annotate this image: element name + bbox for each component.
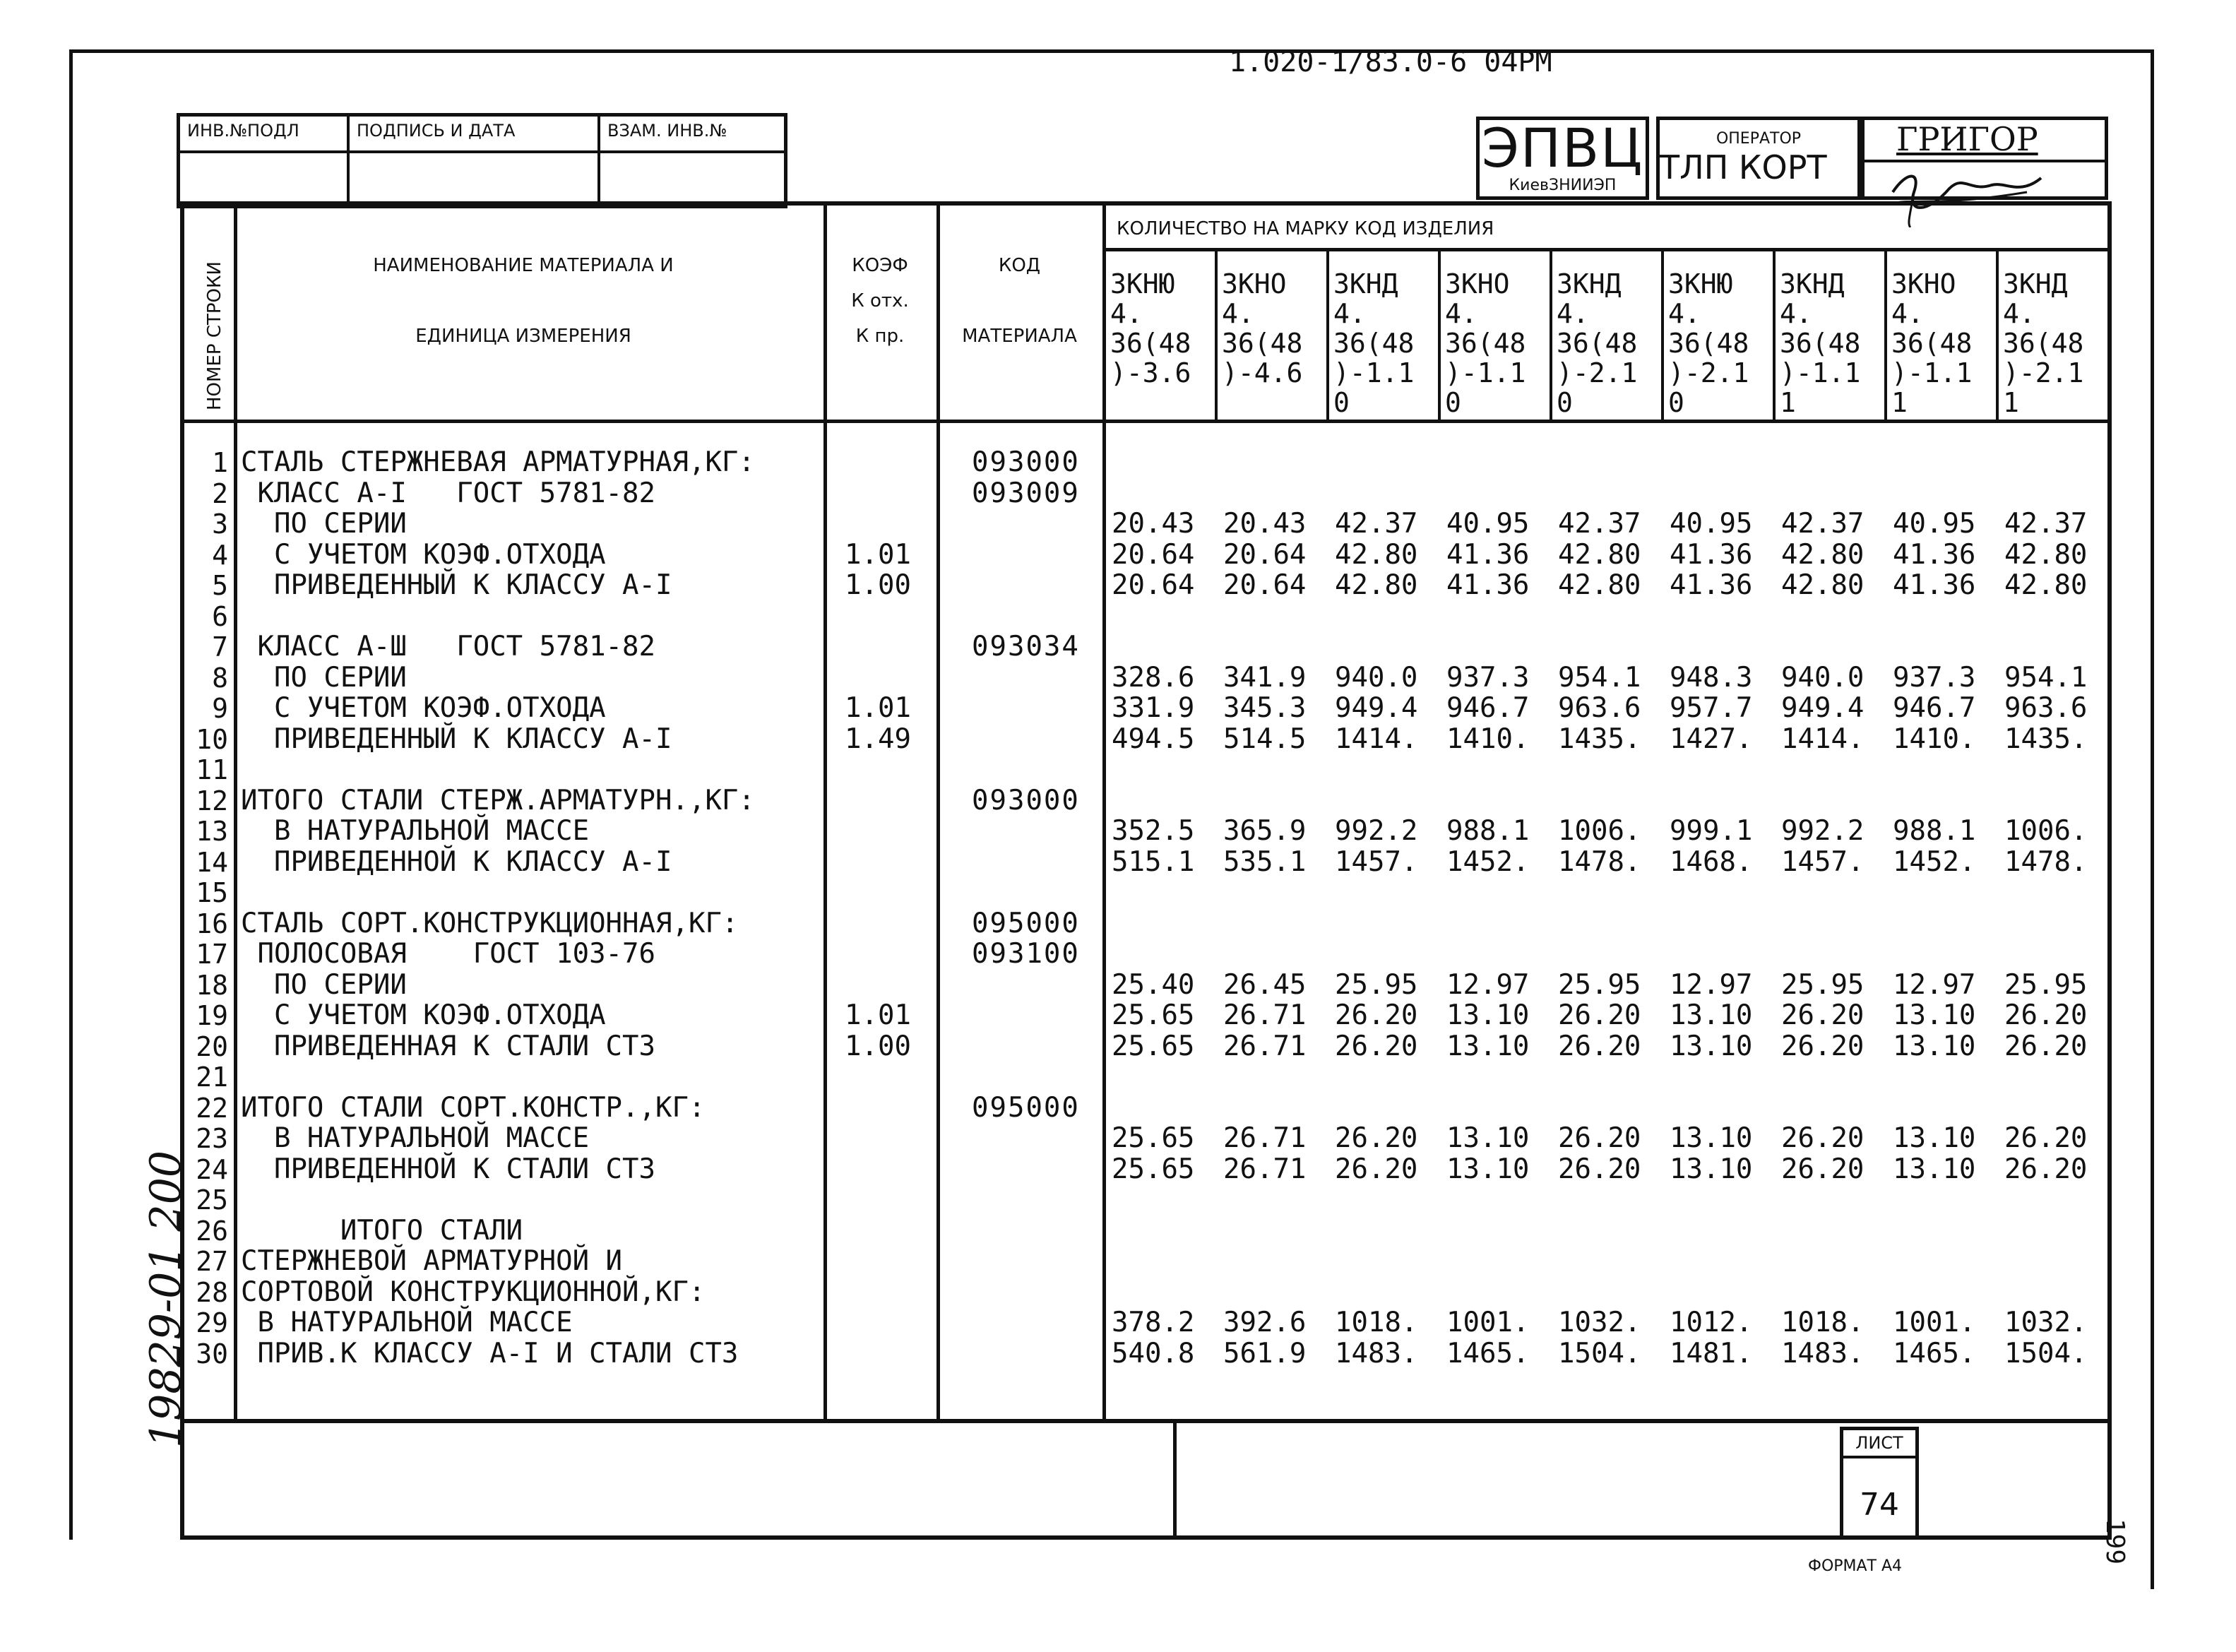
material-name: ПОЛОСОВАЯ ГОСТ 103-76: [241, 938, 655, 970]
quantity-value: 20.64: [1223, 538, 1307, 571]
row-number: 2: [212, 477, 228, 509]
quantity-value: 12.97: [1670, 968, 1753, 1001]
quantity-value: 26.71: [1223, 1030, 1307, 1062]
quantity-value: 13.10: [1446, 1122, 1530, 1154]
mark-header: ЗКНЮ 4. 36(48 )-2.1 0: [1668, 268, 1749, 418]
quantity-value: 42.80: [1781, 569, 1865, 601]
organization-box: [1476, 117, 1649, 200]
quantity-value: 514.5: [1223, 723, 1307, 755]
quantity-value: 26.20: [1781, 1122, 1865, 1154]
quantity-value: 12.97: [1893, 968, 1976, 1001]
quantity-value: 13.10: [1893, 1030, 1976, 1062]
quantity-header: КОЛИЧЕСТВО НА МАРКУ КОД ИЗДЕЛИЯ: [1117, 218, 1494, 239]
material-name: С УЧЕТОМ КОЭФ.ОТХОДА: [241, 538, 606, 571]
mark-header: ЗКНД 4. 36(48 )-2.1 0: [1557, 268, 1638, 418]
row-number: 15: [196, 877, 228, 908]
inv-podl-cell: [180, 153, 350, 205]
quantity-value: 25.95: [2004, 968, 2088, 1001]
quantity-value: 1032.: [2004, 1307, 2088, 1338]
col-divider-code: [1102, 206, 1106, 1419]
quantity-value: 20.43: [1223, 508, 1307, 540]
material-name: ПРИВЕДЕННЫЙ К КЛАССУ А-I: [241, 723, 672, 755]
signature-date-cell: [350, 153, 600, 205]
row-number: 3: [212, 509, 228, 540]
approval-stamp: [177, 113, 787, 208]
material-code: 093034: [972, 631, 1080, 662]
quantity-value: 963.6: [1558, 692, 1641, 724]
quantity-value: 1018.: [1781, 1307, 1865, 1338]
quantity-value: 1018.: [1335, 1307, 1418, 1338]
quantity-value: 13.10: [1670, 1153, 1753, 1185]
row-number: 23: [196, 1123, 228, 1154]
row-number: 28: [196, 1276, 228, 1308]
quantity-value: 494.5: [1112, 723, 1195, 755]
quantity-value: 26.20: [1335, 1030, 1418, 1062]
quantity-value: 40.95: [1446, 508, 1530, 540]
quantity-value: 25.95: [1558, 968, 1641, 1001]
material-name: КЛАСС А-I ГОСТ 5781-82: [241, 477, 655, 509]
quantity-value: 13.10: [1670, 1122, 1753, 1154]
row-number: 14: [196, 846, 228, 878]
quantity-value: 1414.: [1335, 723, 1418, 755]
material-code: 093009: [972, 477, 1080, 509]
quantity-value: 1457.: [1335, 845, 1418, 878]
quantity-value: 940.0: [1335, 661, 1418, 694]
quantity-value: 1012.: [1670, 1307, 1753, 1338]
quantity-value: 561.9: [1223, 1337, 1307, 1369]
quantity-value: 1001.: [1446, 1307, 1530, 1338]
quantity-value: 992.2: [1781, 815, 1865, 847]
quantity-value: 26.20: [2004, 1122, 2088, 1154]
mark-header: ЗКНО 4. 36(48 )-1.1 0: [1445, 268, 1526, 418]
quantity-value: 1483.: [1781, 1337, 1865, 1369]
quantity-value: 26.20: [2004, 999, 2088, 1031]
quantity-value: 988.1: [1893, 815, 1976, 847]
quantity-value: 1504.: [2004, 1337, 2088, 1369]
quantity-value: 937.3: [1893, 661, 1976, 694]
header-divider: [184, 420, 2107, 423]
quantity-value: 1457.: [1781, 845, 1865, 878]
quantity-value: 1410.: [1446, 723, 1530, 755]
material-name: СТАЛЬ СОРТ.КОНСТРУКЦИОННАЯ,КГ:: [241, 907, 739, 939]
qty-header-divider: [1102, 248, 2107, 251]
coefficient: 1.00: [845, 569, 911, 601]
material-name: СТЕРЖНЕВОЙ АРМАТУРНОЙ И: [241, 1245, 623, 1277]
quantity-value: 25.40: [1112, 968, 1195, 1001]
material-name: С УЧЕТОМ КОЭФ.ОТХОДА: [241, 999, 606, 1031]
quantity-value: 13.10: [1670, 1030, 1753, 1062]
quantity-value: 988.1: [1446, 815, 1530, 847]
quantity-value: 25.65: [1112, 1122, 1195, 1154]
quantity-value: 352.5: [1112, 815, 1195, 847]
material-name: ИТОГО СТАЛИ СТЕРЖ.АРМАТУРН.,КГ:: [241, 784, 755, 816]
quantity-value: 328.6: [1112, 661, 1195, 694]
row-number: 16: [196, 908, 228, 939]
coefficient: 1.49: [845, 723, 911, 755]
quantity-value: 1435.: [2004, 723, 2088, 755]
row-number: 7: [212, 631, 228, 662]
quantity-value: 1478.: [2004, 845, 2088, 878]
quantity-value: 13.10: [1446, 999, 1530, 1031]
vzam-inv-label: ВЗАМ. ИНВ.№: [600, 117, 784, 153]
row-number: 8: [212, 662, 228, 694]
row-number: 4: [212, 539, 228, 571]
material-name: В НАТУРАЛЬНОЙ МАССЕ: [241, 1307, 573, 1338]
quantity-value: 1410.: [1893, 723, 1976, 755]
col-divider-name: [823, 206, 827, 1419]
quantity-value: 25.65: [1112, 1030, 1195, 1062]
quantity-value: 13.10: [1446, 1030, 1530, 1062]
quantity-value: 13.10: [1670, 999, 1753, 1031]
row-number: 25: [196, 1184, 228, 1216]
quantity-value: 20.64: [1112, 569, 1195, 601]
quantity-value: 1465.: [1893, 1337, 1976, 1369]
quantity-value: 42.80: [1781, 538, 1865, 571]
material-code: 095000: [972, 907, 1080, 939]
quantity-value: 26.20: [1781, 999, 1865, 1031]
quantity-value: 26.20: [1335, 1153, 1418, 1185]
quantity-value: 26.71: [1223, 1122, 1307, 1154]
operator-value: ТЛП КОРТ: [1660, 148, 1827, 186]
quantity-value: 1006.: [1558, 815, 1641, 847]
quantity-value: 992.2: [1335, 815, 1418, 847]
col-divider-coef: [936, 206, 940, 1419]
quantity-value: 999.1: [1670, 815, 1753, 847]
quantity-value: 42.37: [1335, 508, 1418, 540]
side-page-number: 199: [2100, 1519, 2129, 1565]
row-number: 24: [196, 1153, 228, 1185]
operator-box: [1656, 117, 1861, 200]
row-number: 10: [196, 723, 228, 755]
sheet-box: [1840, 1427, 1919, 1540]
quantity-value: 535.1: [1223, 845, 1307, 878]
quantity-value: 41.36: [1893, 538, 1976, 571]
quantity-value: 13.10: [1893, 1153, 1976, 1185]
quantity-value: 1452.: [1893, 845, 1976, 878]
material-name: ПРИВ.К КЛАССУ А-I И СТАЛИ СТ3: [241, 1337, 739, 1369]
name-header-line1: НАИМЕНОВАНИЕ МАТЕРИАЛА И: [373, 255, 674, 276]
quantity-value: 1414.: [1781, 723, 1865, 755]
frame-right-border: [2151, 49, 2154, 1589]
quantity-value: 365.9: [1223, 815, 1307, 847]
quantity-value: 20.43: [1112, 508, 1195, 540]
material-code: 095000: [972, 1091, 1080, 1124]
organization-name: ЭПВЦ: [1481, 117, 1644, 179]
quantity-value: 13.10: [1893, 1122, 1976, 1154]
sheet-label: ЛИСТ: [1843, 1430, 1915, 1458]
quantity-value: 42.37: [2004, 508, 2088, 540]
material-name: ИТОГО СТАЛИ: [241, 1214, 523, 1247]
operator-name: ГРИГОР: [1896, 120, 2038, 158]
material-name: В НАТУРАЛЬНОЙ МАССЕ: [241, 1122, 590, 1154]
code-header-line2: МАТЕРИАЛА: [962, 326, 1077, 347]
material-name: ПРИВЕДЕННОЙ К СТАЛИ СТ3: [241, 1153, 655, 1185]
quantity-value: 1427.: [1670, 723, 1753, 755]
quantity-value: 26.45: [1223, 968, 1307, 1001]
material-name: ПРИВЕДЕННАЯ К СТАЛИ СТ3: [241, 1030, 655, 1062]
signature-date-label: ПОДПИСЬ И ДАТА: [350, 117, 600, 153]
quantity-value: 40.95: [1893, 508, 1976, 540]
quantity-value: 540.8: [1112, 1337, 1195, 1369]
quantity-value: 26.20: [1781, 1153, 1865, 1185]
quantity-value: 957.7: [1670, 692, 1753, 724]
quantity-value: 26.71: [1223, 1153, 1307, 1185]
row-number: 6: [212, 600, 228, 632]
quantity-value: 392.6: [1223, 1307, 1307, 1338]
row-number: 12: [196, 785, 228, 816]
materials-table: [180, 201, 2112, 1423]
row-number-header: НОМЕР СТРОКИ: [204, 261, 225, 410]
operator-label: ОПЕРАТОР: [1715, 130, 1802, 148]
quantity-value: 42.37: [1781, 508, 1865, 540]
coef-header-line3: К пр.: [855, 326, 905, 347]
quantity-value: 42.80: [1335, 538, 1418, 571]
quantity-value: 26.20: [2004, 1153, 2088, 1185]
handwritten-archive-number: 19829-01 200: [141, 1150, 191, 1448]
row-number: 19: [196, 1000, 228, 1031]
quantity-value: 20.64: [1223, 569, 1307, 601]
coefficient: 1.00: [845, 1030, 911, 1062]
quantity-value: 41.36: [1893, 569, 1976, 601]
quantity-value: 946.7: [1893, 692, 1976, 724]
material-name: ПРИВЕДЕННЫЙ К КЛАССУ А-I: [241, 569, 672, 601]
quantity-value: 515.1: [1112, 845, 1195, 878]
signature-divider: [1865, 160, 2105, 162]
row-number: 9: [212, 693, 228, 724]
quantity-value: 940.0: [1781, 661, 1865, 694]
quantity-value: 26.20: [1335, 999, 1418, 1031]
quantity-value: 1006.: [2004, 815, 2088, 847]
coefficient: 1.01: [845, 538, 911, 571]
quantity-value: 954.1: [1558, 661, 1641, 694]
document-code: 1.020-1/83.0-6 04РМ: [1229, 46, 1552, 78]
format-label: ФОРМАТ А4: [1808, 1557, 1903, 1575]
quantity-value: 937.3: [1446, 661, 1530, 694]
quantity-value: 42.80: [2004, 569, 2088, 601]
frame-top-border: [69, 49, 2153, 53]
vzam-inv-cell: [600, 153, 784, 205]
quantity-value: 26.20: [1558, 1030, 1641, 1062]
material-name: СОРТОВОЙ КОНСТРУКЦИОННОЙ,КГ:: [241, 1276, 706, 1308]
coefficient: 1.01: [845, 692, 911, 724]
quantity-value: 963.6: [2004, 692, 2088, 724]
quantity-value: 1504.: [1558, 1337, 1641, 1369]
material-name: СТАЛЬ СТЕРЖНЕВАЯ АРМАТУРНАЯ,КГ:: [241, 446, 755, 478]
row-number: 26: [196, 1215, 228, 1247]
quantity-value: 26.20: [2004, 1030, 2088, 1062]
quantity-value: 1032.: [1558, 1307, 1641, 1338]
quantity-value: 25.95: [1335, 968, 1418, 1001]
quantity-value: 949.4: [1335, 692, 1418, 724]
row-number: 22: [196, 1092, 228, 1124]
quantity-value: 26.20: [1335, 1122, 1418, 1154]
name-header-line2: ЕДИНИЦА ИЗМЕРЕНИЯ: [415, 326, 631, 347]
quantity-value: 345.3: [1223, 692, 1307, 724]
row-number: 30: [196, 1338, 228, 1369]
quantity-value: 41.36: [1670, 569, 1753, 601]
quantity-value: 1468.: [1670, 845, 1753, 878]
quantity-value: 26.20: [1558, 1122, 1641, 1154]
material-code: 093000: [972, 446, 1080, 478]
quantity-value: 13.10: [1446, 1153, 1530, 1185]
quantity-value: 949.4: [1781, 692, 1865, 724]
mark-header: ЗКНЮ 4. 36(48 )-3.6: [1110, 268, 1191, 388]
quantity-value: 1435.: [1558, 723, 1641, 755]
material-name: ПО СЕРИИ: [241, 968, 407, 1001]
quantity-value: 20.64: [1112, 538, 1195, 571]
sheet-number: 74: [1860, 1487, 1899, 1523]
quantity-value: 341.9: [1223, 661, 1307, 694]
row-number: 21: [196, 1062, 228, 1093]
quantity-value: 42.80: [1335, 569, 1418, 601]
quantity-value: 1452.: [1446, 845, 1530, 878]
quantity-value: 1001.: [1893, 1307, 1976, 1338]
col-divider-row: [234, 206, 237, 1419]
row-number: 17: [196, 939, 228, 970]
quantity-value: 1483.: [1335, 1337, 1418, 1369]
quantity-value: 26.20: [1558, 1153, 1641, 1185]
quantity-value: 42.80: [1558, 569, 1641, 601]
row-number: 27: [196, 1246, 228, 1277]
quantity-value: 25.65: [1112, 999, 1195, 1031]
quantity-value: 41.36: [1446, 569, 1530, 601]
quantity-value: 26.20: [1558, 999, 1641, 1031]
material-name: ИТОГО СТАЛИ СОРТ.КОНСТР.,КГ:: [241, 1091, 706, 1124]
quantity-value: 25.95: [1781, 968, 1865, 1001]
organization-subtitle: КиевЗНИИЭП: [1509, 177, 1617, 194]
mark-header: ЗКНД 4. 36(48 )-2.1 1: [2003, 268, 2084, 418]
quantity-value: 25.65: [1112, 1153, 1195, 1185]
row-number: 5: [212, 570, 228, 601]
quantity-value: 42.80: [2004, 538, 2088, 571]
quantity-value: 40.95: [1670, 508, 1753, 540]
row-number: 29: [196, 1307, 228, 1338]
quantity-value: 42.80: [1558, 538, 1641, 571]
quantity-value: 42.37: [1558, 508, 1641, 540]
inv-podl-label: ИНВ.№ПОДЛ: [180, 117, 350, 153]
quantity-value: 1481.: [1670, 1337, 1753, 1369]
quantity-value: 1478.: [1558, 845, 1641, 878]
quantity-value: 954.1: [2004, 661, 2088, 694]
material-name: С УЧЕТОМ КОЭФ.ОТХОДА: [241, 692, 606, 724]
row-number: 1: [212, 447, 228, 478]
mark-header: ЗКНО 4. 36(48 )-4.6: [1222, 268, 1303, 388]
title-block-divider: [1173, 1423, 1177, 1535]
row-number: 13: [196, 816, 228, 847]
coef-header-line1: КОЭФ: [852, 255, 908, 276]
quantity-value: 26.20: [1781, 1030, 1865, 1062]
quantity-value: 948.3: [1670, 661, 1753, 694]
quantity-value: 1465.: [1446, 1337, 1530, 1369]
material-name: ПО СЕРИИ: [241, 508, 407, 540]
quantity-value: 946.7: [1446, 692, 1530, 724]
code-header-line1: КОД: [998, 255, 1041, 276]
material-name: КЛАСС А-Ш ГОСТ 5781-82: [241, 631, 655, 662]
title-block: [180, 1423, 2112, 1540]
material-name: В НАТУРАЛЬНОЙ МАССЕ: [241, 815, 590, 847]
coefficient: 1.01: [845, 999, 911, 1031]
mark-header: ЗКНД 4. 36(48 )-1.1 0: [1333, 268, 1415, 418]
row-number: 18: [196, 969, 228, 1001]
row-number: 20: [196, 1030, 228, 1062]
mark-header: ЗКНД 4. 36(48 )-1.1 1: [1780, 268, 1861, 418]
operator-signature-box: [1861, 117, 2108, 200]
quantity-value: 378.2: [1112, 1307, 1195, 1338]
quantity-value: 26.71: [1223, 999, 1307, 1031]
coef-header-line2: К отх.: [851, 290, 909, 311]
frame-left-border: [69, 49, 73, 1540]
quantity-value: 331.9: [1112, 692, 1195, 724]
row-number: 11: [196, 754, 228, 785]
quantity-value: 41.36: [1446, 538, 1530, 571]
quantity-value: 41.36: [1670, 538, 1753, 571]
material-name: ПО СЕРИИ: [241, 661, 407, 694]
material-code: 093000: [972, 784, 1080, 816]
material-name: ПРИВЕДЕННОЙ К КЛАССУ А-I: [241, 845, 672, 878]
quantity-value: 12.97: [1446, 968, 1530, 1001]
material-code: 093100: [972, 938, 1080, 970]
quantity-value: 13.10: [1893, 999, 1976, 1031]
mark-header: ЗКНО 4. 36(48 )-1.1 1: [1891, 268, 1973, 418]
